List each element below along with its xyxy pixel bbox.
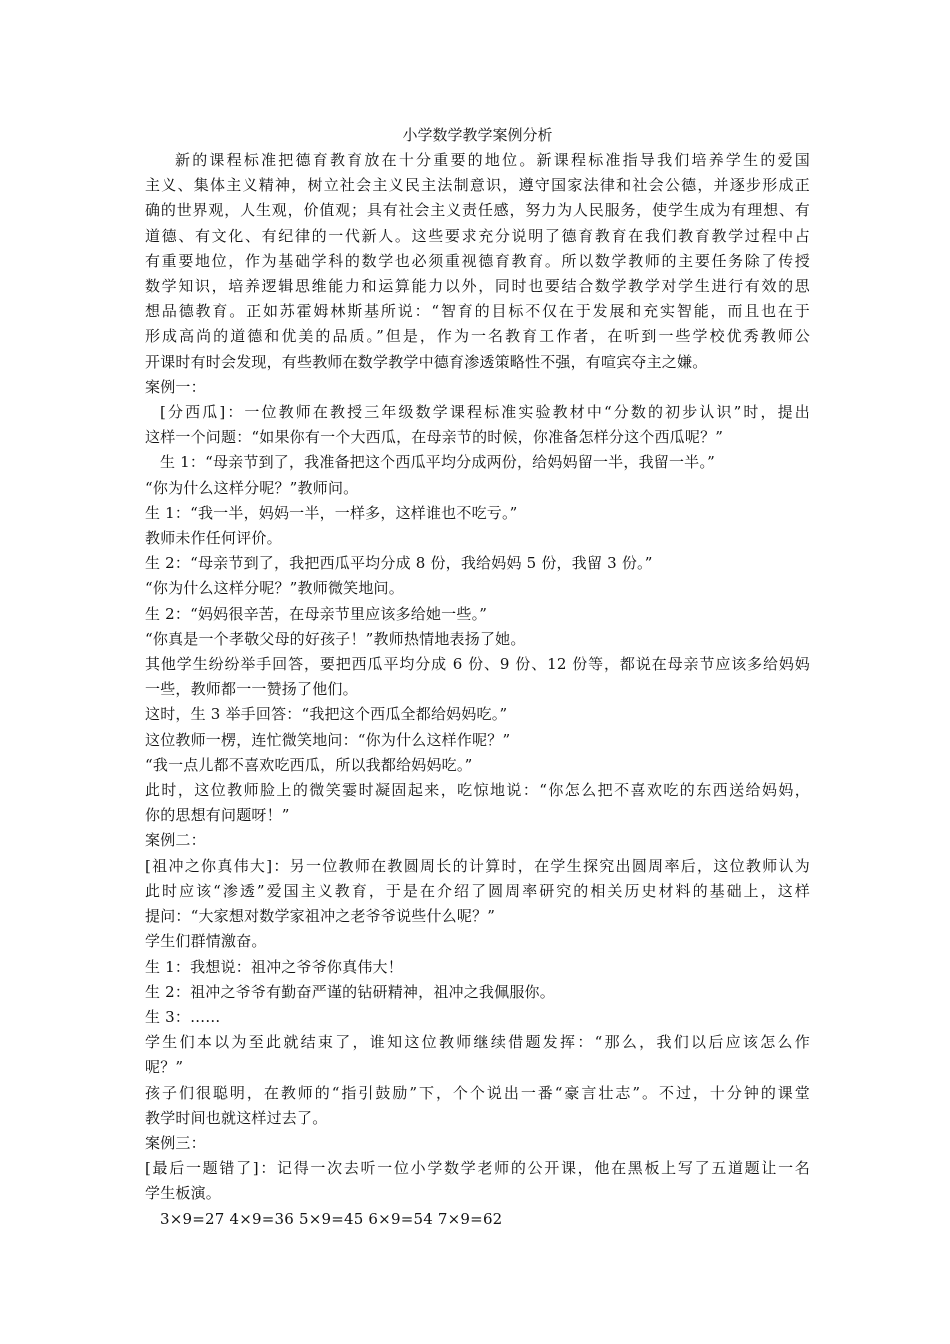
text-line: 此时应该“渗透”爱国主义教育，于是在介绍了圆周率研究的相关历史材料的基础上，这样 bbox=[145, 881, 810, 900]
text-line: 呢？” bbox=[145, 1058, 184, 1077]
text-line: 教师未作任何评价。 bbox=[145, 529, 282, 548]
text-line: [分西瓜]：一位教师在教授三年级数学课程标准实验教材中“分数的初步认识”时，提出 bbox=[160, 403, 810, 422]
text-line: 生 2：“妈妈很辛苦，在母亲节里应该多给她一些。” bbox=[145, 604, 488, 623]
text-line: 这位教师一楞，连忙微笑地问：“你为什么这样作呢？” bbox=[145, 730, 511, 749]
text-line: 学生们群情激奋。 bbox=[145, 932, 267, 951]
text-line: 确的世界观，人生观，价值观；具有社会主义责任感，努力为人民服务，使学生成为有理想、有 bbox=[145, 201, 810, 220]
document-title: 小学数学教学案例分析 bbox=[402, 126, 553, 144]
document-page bbox=[145, 122, 810, 1232]
text-line: 生 2：“母亲节到了，我把西瓜平均分成 8 份，我给妈妈 5 份，我留 3 份。” bbox=[145, 554, 653, 573]
text-line: 生 1：“母亲节到了，我准备把这个西瓜平均分成两份，给妈妈留一半，我留一半。” bbox=[160, 453, 715, 472]
text-line: [最后一题错了]：记得一次去听一位小学数学老师的公开课，他在黑板上写了五道题让一名 bbox=[145, 1159, 810, 1178]
text-line: 一些，教师都一一赞扬了他们。 bbox=[145, 680, 358, 699]
text-line: 孩子们很聪明，在教师的“指引鼓励”下，个个说出一番“豪言壮志”。不过，十分钟的课堂 bbox=[145, 1083, 810, 1102]
text-line: 3×9=27 4×9=36 5×9=45 6×9=54 7×9=62 bbox=[160, 1209, 503, 1228]
text-line: 想品德教育。正如苏霍姆林斯基所说：“智育的目标不仅在于发展和充实智能，而且也在于 bbox=[145, 302, 810, 321]
text-line: “你为什么这样分呢？”教师问。 bbox=[145, 478, 359, 497]
text-line: 主义、集体主义精神，树立社会主义民主法制意识，遵守国家法律和社会公德，并逐步形成正 bbox=[145, 176, 810, 195]
text-line: 其他学生纷纷举手回答，要把西瓜平均分成 6 份、9 份、12 份等，都说在母亲节应该多给妈妈 bbox=[145, 655, 810, 674]
text-line: “你真是一个孝敬父母的好孩子！”教师热情地表扬了她。 bbox=[145, 629, 526, 648]
text-line: 学生们本以为至此就结束了，谁知这位教师继续借题发挥：“那么，我们以后应该怎么作 bbox=[145, 1033, 810, 1052]
text-line: 道德、有文化、有纪律的一代新人。这些要求充分说明了德育教育在我们教育教学过程中占 bbox=[145, 226, 810, 245]
document-body bbox=[145, 148, 810, 1232]
text-line: 生 1：“我一半，妈妈一半，一样多，这样谁也不吃亏。” bbox=[145, 503, 518, 522]
text-line: 教学时间也就这样过去了。 bbox=[145, 1108, 328, 1127]
text-line: 你的思想有问题呀！” bbox=[145, 806, 290, 825]
text-line: 生 1：我想说：祖冲之爷爷你真伟大！ bbox=[145, 957, 403, 976]
text-line: 提问：“大家想对数学家祖冲之老爷爷说些什么呢？” bbox=[145, 907, 496, 926]
text-line: 这时，生 3 举手回答：“我把这个西瓜全都给妈妈吃。” bbox=[145, 705, 508, 724]
text-line: 新的课程标准把德育教育放在十分重要的地位。新课程标准指导我们培养学生的爱国 bbox=[175, 151, 810, 169]
text-line: 此时，这位教师脸上的微笑霎时凝固起来，吃惊地说：“你怎么把不喜欢吃的东西送给妈妈， bbox=[145, 781, 810, 800]
text-line: “你为什么这样分呢？”教师微笑地问。 bbox=[145, 579, 404, 598]
text-line: 案例一： bbox=[145, 377, 206, 396]
text-line: “我一点儿都不喜欢吃西瓜，所以我都给妈妈吃。” bbox=[145, 755, 473, 774]
text-line: 形成高尚的道德和优美的品质。”但是，作为一名教育工作者，在听到一些学校优秀教师公 bbox=[145, 327, 810, 346]
text-line: 学生板演。 bbox=[145, 1184, 222, 1203]
text-line: 开课时有时会发现，有些教师在数学教学中德育渗透策略性不强，有喧宾夺主之嫌。 bbox=[145, 352, 708, 371]
text-line: 这样一个问题：“如果你有一个大西瓜，在母亲节的时候，你准备怎样分这个西瓜呢？” bbox=[145, 428, 724, 447]
text-line: 数学知识，培养逻辑思维能力和运算能力以外，同时也要结合数学教学对学生进行有效的思 bbox=[145, 277, 810, 296]
text-line: 有重要地位，作为基础学科的数学也必须重视德育教育。所以数学教师的主要任务除了传授 bbox=[145, 251, 810, 270]
text-line: 案例二： bbox=[145, 831, 206, 850]
text-line: 案例三： bbox=[145, 1133, 206, 1152]
text-line: [祖冲之你真伟大]：另一位教师在教圆周长的计算时，在学生探究出圆周率后，这位教师认为 bbox=[145, 856, 810, 875]
text-line: 生 3：…… bbox=[145, 1007, 221, 1026]
text-line: 生 2：祖冲之爷爷有勤奋严谨的钻研精神，祖冲之我佩服你。 bbox=[145, 982, 555, 1001]
